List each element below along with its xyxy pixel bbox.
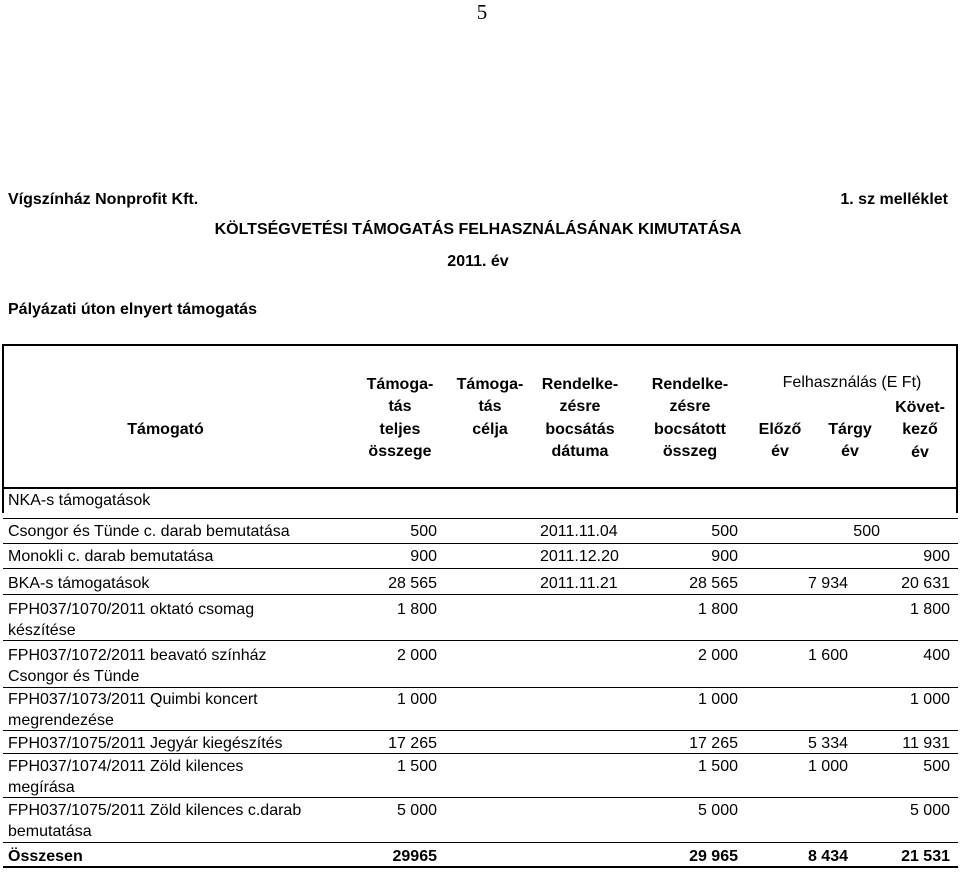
provided-amount-cell: 29 965: [689, 847, 738, 865]
row-label: [8, 573, 149, 594]
provided-amount-cell: 2 000: [697, 646, 738, 664]
total-amount-cell: 1 500: [396, 757, 437, 775]
header-line: év: [771, 443, 789, 461]
row-label: [8, 800, 301, 842]
header-line: zésre: [559, 398, 601, 416]
current-year-cell: 1 600: [807, 646, 848, 664]
table-row: [3, 595, 958, 641]
row-label: [8, 645, 267, 687]
header-line: tás: [388, 398, 412, 416]
provided-amount-cell: 28 565: [689, 574, 738, 592]
header-line: Rendelke-: [651, 376, 729, 393]
table-row: [3, 798, 958, 843]
provision-date-cell: 2011.11.04: [540, 522, 618, 540]
header-current-year: [815, 419, 885, 464]
row-label: [8, 756, 243, 798]
table-row: [3, 544, 958, 569]
row-label-line: megírása: [8, 778, 75, 796]
total-amount-cell: 28 565: [388, 574, 437, 592]
row-label: [8, 733, 283, 754]
header-total-amount: [358, 374, 442, 463]
total-amount-cell: 900: [410, 547, 437, 565]
total-amount-cell: 500: [410, 522, 437, 540]
current-year-cell: 7 934: [807, 574, 848, 592]
row-label-line: FPH037/1073/2011 Quimbi koncert: [8, 690, 258, 708]
header-line: célja: [472, 420, 508, 438]
row-label: [8, 689, 258, 731]
row-label-line: Csongor és Tünde c. darab bemutatása: [8, 522, 290, 540]
row-label: [8, 599, 254, 641]
header-line: kező: [902, 421, 938, 439]
total-amount-cell: 1 000: [396, 690, 437, 708]
current-year-cell: 8 434: [807, 847, 848, 865]
row-label-line: NKA-s támogatások: [8, 491, 151, 509]
header-line: bocsátott: [654, 420, 726, 438]
total-amount-cell: 17 265: [388, 734, 437, 752]
header-provision-date: [525, 374, 635, 463]
header-line: Követ-: [895, 399, 945, 416]
next-year-cell: 400: [923, 646, 950, 664]
provided-amount-cell: 1 500: [697, 757, 738, 775]
header-usage: Felhasználás (E Ft): [782, 374, 922, 391]
total-amount-cell: 29965: [392, 847, 437, 865]
next-year-cell: 11 931: [902, 734, 950, 752]
table-row: [3, 569, 958, 595]
row-label-line: FPH037/1075/2011 Zöld kilences c.darab: [8, 801, 302, 819]
document-year: 2011. év: [447, 253, 509, 270]
header-line: összeg: [662, 442, 718, 460]
table-row: [3, 754, 958, 798]
row-label-line: BKA-s támogatások: [8, 574, 150, 592]
row-label: [8, 490, 150, 511]
row-label-line: készítése: [8, 621, 76, 639]
provided-amount-cell: 5 000: [697, 801, 738, 819]
current-year-cell: 5 334: [807, 734, 848, 752]
current-year-cell: 1 000: [807, 757, 848, 775]
next-year-cell: 500: [923, 757, 950, 775]
table-row: [3, 518, 958, 544]
document-title: KÖLTSÉGVETÉSI TÁMOGATÁS FELHASZNÁLÁSÁNAK KIMUTATÁSA: [214, 221, 742, 238]
provision-date-cell: 2011.11.21: [540, 574, 618, 592]
section-title: Pályázati úton elnyert támogatás: [8, 301, 257, 318]
table-row: [3, 488, 958, 513]
header-line: Támoga-: [366, 376, 434, 393]
header-purpose: [448, 374, 532, 441]
table-row: [3, 731, 958, 754]
page-number: 5: [476, 0, 488, 24]
provided-amount-cell: 500: [711, 522, 738, 540]
header-line: teljes: [379, 420, 421, 438]
header-line: Előző: [758, 421, 802, 438]
next-year-cell: 5 000: [909, 801, 950, 819]
provided-amount-cell: 1 800: [697, 600, 738, 618]
row-label-line: FPH037/1072/2011 beavató színház: [8, 646, 267, 664]
current-year-cell: 500: [853, 522, 880, 540]
appendix-label: 1. sz melléklet: [840, 191, 948, 208]
total-amount-cell: 5 000: [396, 801, 437, 819]
header-line: zésre: [669, 398, 711, 416]
header-line: év: [911, 443, 929, 461]
row-label-line: FPH037/1075/2011 Jegyár kiegészítés: [8, 734, 283, 752]
header-line: Tárgy: [828, 421, 872, 438]
row-label-line: FPH037/1074/2011 Zöld kilences: [8, 757, 244, 775]
next-year-cell: 1 000: [909, 690, 950, 708]
row-label-line: bemutatása: [8, 822, 92, 840]
header-line: év: [841, 443, 859, 461]
table-row: [3, 688, 958, 731]
header-provided-amount: [635, 374, 745, 463]
header-line: bocsátás: [545, 420, 615, 438]
header-supporter: Támogató: [127, 421, 204, 438]
next-year-cell: 20 631: [901, 574, 950, 592]
header-line: Rendelke-: [541, 376, 619, 393]
total-amount-cell: 2 000: [396, 646, 437, 664]
next-year-cell: 1 800: [909, 600, 950, 618]
total-label: Összesen: [8, 847, 83, 865]
row-label-line: FPH037/1070/2011 oktató csomag: [8, 600, 255, 618]
provided-amount-cell: 900: [711, 547, 738, 565]
header-line: összege: [368, 442, 432, 460]
row-label-line: Monokli c. darab bemutatása: [8, 547, 214, 565]
next-year-cell: 21 531: [901, 847, 950, 865]
provided-amount-cell: 1 000: [697, 690, 738, 708]
header-line: dátuma: [551, 442, 609, 460]
header-previous-year: [745, 419, 815, 464]
row-label: [8, 546, 213, 567]
total-amount-cell: 1 800: [396, 600, 437, 618]
header-line: tás: [478, 398, 502, 416]
table-row: [3, 641, 958, 688]
header-next-year: [885, 397, 955, 464]
table-total-row: [3, 843, 958, 868]
row-label: [8, 521, 290, 542]
provision-date-cell: 2011.12.20: [540, 547, 619, 565]
provided-amount-cell: 17 265: [689, 734, 738, 752]
row-label-line: Csongor és Tünde: [8, 667, 140, 685]
next-year-cell: 900: [923, 547, 950, 565]
row-label-line: megrendezése: [8, 711, 114, 729]
company-name: Vígszínház Nonprofit Kft.: [8, 191, 199, 208]
header-line: Támoga-: [456, 376, 524, 393]
